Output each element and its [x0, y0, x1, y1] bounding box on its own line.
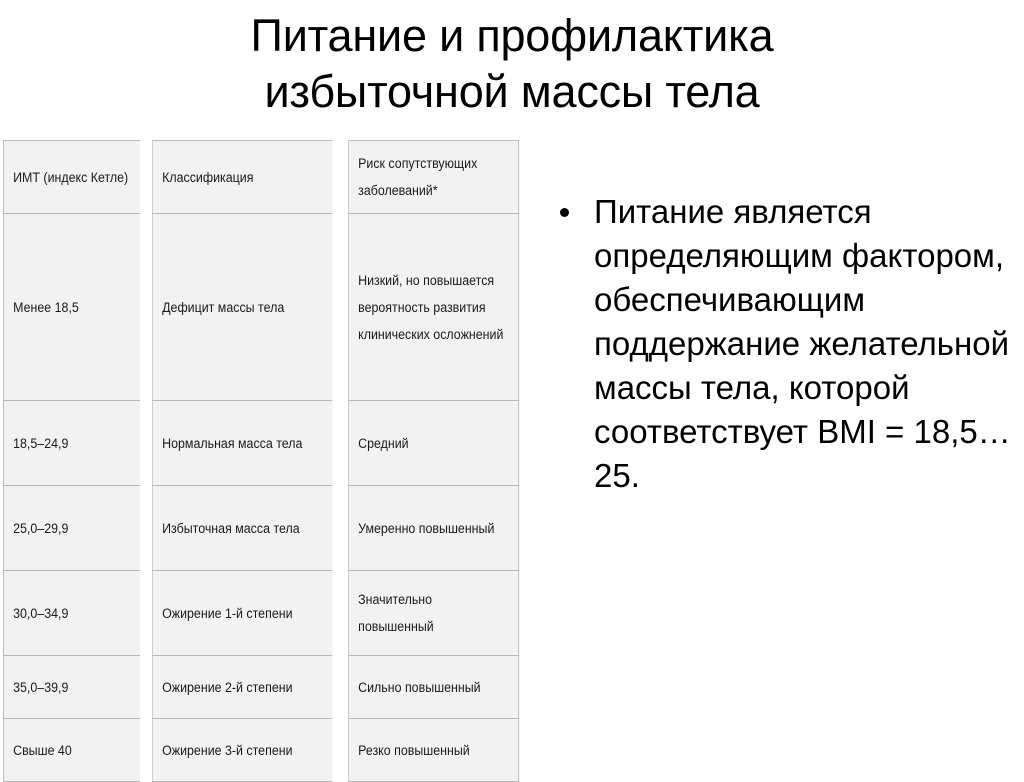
bullet-list [552, 190, 1014, 498]
cell-classification: Дефицит массы тела [152, 213, 332, 400]
cell-bmi: 18,5–24,9 [3, 400, 140, 485]
table-row [3, 570, 534, 655]
cell-bmi: 30,0–34,9 [3, 570, 140, 655]
column-header-classification: Классификация [152, 140, 332, 213]
cell-classification: Ожирение 1-й степени [152, 570, 332, 655]
cell-classification: Ожирение 3-й степени [152, 718, 332, 782]
column-header-bmi: ИМТ (индекс Кетле) [3, 140, 140, 213]
bmi-classification-table [3, 140, 534, 782]
cell-bmi: Менее 18,5 [3, 213, 140, 400]
cell-bmi: Свыше 40 [3, 718, 140, 782]
table-row [3, 655, 534, 718]
cell-risk: Средний [348, 400, 519, 485]
cell-classification: Избыточная масса тела [152, 485, 332, 570]
cell-classification: Нормальная масса тела [152, 400, 332, 485]
column-header-risk: Риск сопутствующих заболеваний* [348, 140, 519, 213]
table-row [3, 213, 534, 400]
page-title: Питание и профилактика избыточной массы тела [250, 10, 774, 117]
list-item: Питание является определяющим фактором, обеспечивающим поддержание желательной массы тела, которой соответствует BMI = 18,5…25. [552, 190, 1014, 498]
table-row [3, 485, 534, 570]
cell-classification: Ожирение 2-й степени [152, 655, 332, 718]
cell-bmi: 25,0–29,9 [3, 485, 140, 570]
table-row [3, 718, 534, 782]
cell-risk: Умеренно повышенный [348, 485, 519, 570]
table-row [3, 400, 534, 485]
cell-risk: Сильно повышенный [348, 655, 519, 718]
cell-risk: Резко повышенный [348, 718, 519, 782]
cell-bmi: 35,0–39,9 [3, 655, 140, 718]
cell-risk: Значительно повышенный [348, 570, 519, 655]
cell-risk: Низкий, но повышается вероятность развития клинических осложнений [348, 213, 519, 400]
table-header-row [3, 140, 534, 213]
